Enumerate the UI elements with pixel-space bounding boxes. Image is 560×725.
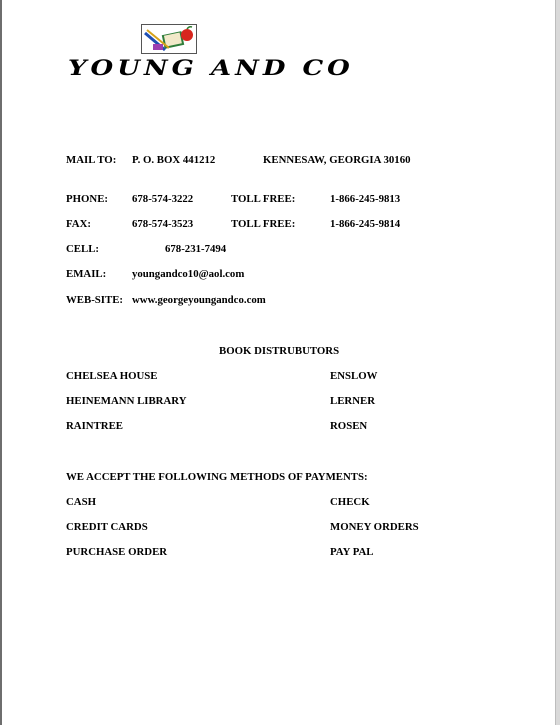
distributor-item: ROSEN [330, 420, 368, 432]
mail-city: KENNESAW, GEORGIA 30160 [263, 154, 411, 166]
page-left-border [0, 0, 2, 725]
email-address: youngandco10@aol.com [132, 268, 245, 280]
fax-tollfree-label: TOLL FREE: [231, 218, 296, 230]
distributor-item: CHELSEA HOUSE [66, 370, 158, 382]
fax-number: 678-574-3523 [132, 218, 194, 230]
distributor-item: HEINEMANN LIBRARY [66, 395, 187, 407]
fax-tollfree-number: 1-866-245-9814 [330, 218, 401, 230]
phone-tollfree-number: 1-866-245-9813 [330, 193, 401, 205]
payment-method: PAY PAL [330, 546, 374, 558]
website-label: WEB-SITE: [66, 294, 123, 306]
payment-method: CASH [66, 496, 96, 508]
distributor-item: LERNER [330, 395, 375, 407]
page-right-scroll-edge [555, 0, 560, 725]
phone-label: PHONE: [66, 193, 108, 205]
cell-number: 678-231-7494 [165, 243, 227, 255]
phone-number: 678-574-3222 [132, 193, 194, 205]
payment-method: PURCHASE ORDER [66, 546, 168, 558]
payment-method: CREDIT CARDS [66, 521, 148, 533]
fax-label: FAX: [66, 218, 91, 230]
distributor-item: ENSLOW [330, 370, 378, 382]
mail-box: P. O. BOX 441212 [132, 154, 216, 166]
payment-method: MONEY ORDERS [330, 521, 419, 533]
cell-label: CELL: [66, 243, 99, 255]
mail-label: MAIL TO: [66, 154, 117, 166]
company-name: YOUNG AND CO [68, 56, 354, 81]
distributors-heading: BOOK DISTRUBUTORS [219, 345, 340, 357]
school-supplies-icon [141, 24, 197, 54]
payment-method: CHECK [330, 496, 370, 508]
distributor-item: RAINTREE [66, 420, 123, 432]
website-url: www.georgeyoungandco.com [132, 294, 266, 306]
payments-heading: WE ACCEPT THE FOLLOWING METHODS OF PAYMENTS: [66, 471, 368, 483]
email-label: EMAIL: [66, 268, 107, 280]
phone-tollfree-label: TOLL FREE: [231, 193, 296, 205]
